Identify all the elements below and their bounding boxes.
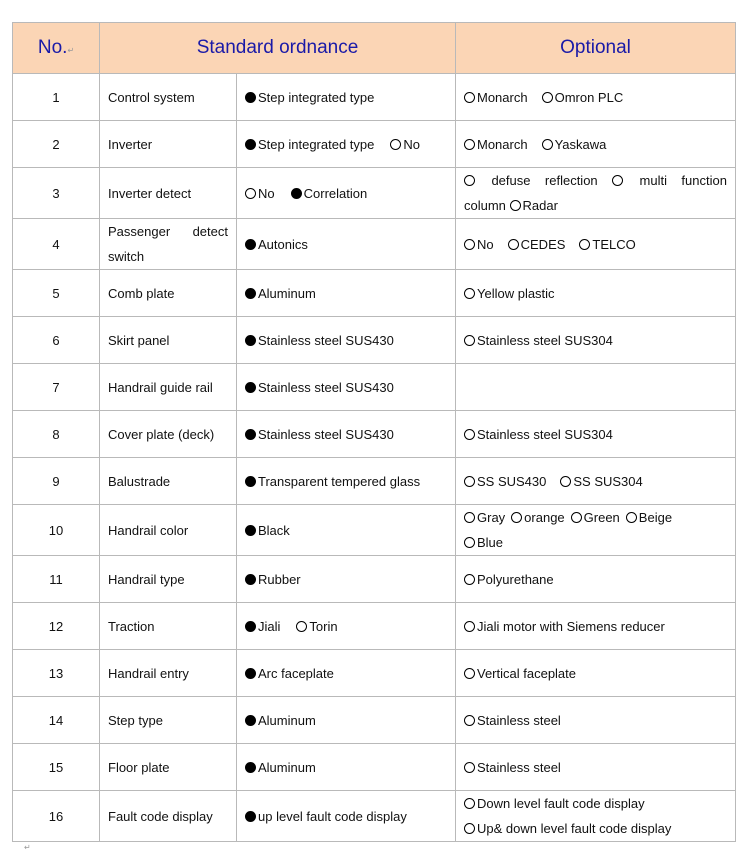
standard-option: [291, 186, 368, 201]
optional-option: [464, 505, 505, 530]
empty-circle-icon: [464, 92, 475, 103]
empty-circle-icon: [464, 621, 475, 632]
empty-circle-icon: [464, 537, 475, 548]
standard-option-label: up level fault code display: [258, 808, 407, 824]
standard-cell: [237, 556, 456, 603]
standard-option-label: No: [258, 185, 275, 201]
optional-cell: [456, 317, 736, 364]
optional-cell: [456, 556, 736, 603]
empty-circle-icon: [626, 512, 637, 523]
optional-option-label: Stainless steel: [477, 759, 561, 775]
standard-option-label: Stainless steel SUS430: [258, 379, 394, 395]
empty-circle-icon: [464, 574, 475, 585]
row-number: 6: [13, 317, 100, 364]
table-row: [13, 168, 736, 219]
standard-option: [245, 713, 316, 728]
optional-cell: [456, 270, 736, 317]
optional-option: [511, 505, 564, 530]
standard-option: [245, 474, 420, 489]
table-row: [13, 744, 736, 791]
table-row: [13, 505, 736, 556]
optional-option: [464, 791, 645, 816]
standard-option-label: Stainless steel SUS430: [258, 332, 394, 348]
optional-option: [464, 137, 528, 152]
filled-circle-icon: [245, 621, 256, 632]
row-number: 5: [13, 270, 100, 317]
table-row: [13, 364, 736, 411]
paragraph-mark-footer: ↵: [24, 843, 31, 852]
optional-text: column: [464, 198, 506, 213]
optional-option-label: No: [477, 236, 494, 252]
empty-circle-icon: [464, 335, 475, 346]
empty-circle-icon: [560, 476, 571, 487]
empty-circle-icon: [464, 288, 475, 299]
optional-option: [464, 530, 503, 555]
optional-cell: [456, 458, 736, 505]
optional-option: [464, 816, 671, 841]
row-number: 2: [13, 121, 100, 168]
standard-option: [245, 666, 334, 681]
optional-option: [542, 137, 607, 152]
optional-cell: [456, 697, 736, 744]
filled-circle-icon: [245, 239, 256, 250]
optional-line: [464, 168, 727, 193]
standard-cell: [237, 270, 456, 317]
optional-line: [464, 816, 727, 841]
standard-option-label: Step integrated type: [258, 89, 375, 105]
optional-cell: [456, 411, 736, 458]
standard-option: [245, 137, 374, 152]
item-name-part: switch: [108, 249, 145, 264]
standard-option-label: Aluminum: [258, 759, 316, 775]
item-name: Inverter: [100, 121, 237, 168]
standard-option-label: Step integrated type: [258, 136, 375, 152]
optional-option: [464, 760, 561, 775]
standard-cell: [237, 411, 456, 458]
item-name-part: detect: [192, 224, 228, 239]
standard-cell: [237, 458, 456, 505]
header-row: [13, 23, 736, 74]
empty-circle-icon: [542, 139, 553, 150]
standard-cell: [237, 317, 456, 364]
item-name: Balustrade: [100, 458, 237, 505]
empty-circle-icon: [390, 139, 401, 150]
item-name: Step type: [100, 697, 237, 744]
optional-line: [464, 530, 727, 555]
optional-cell: [456, 791, 736, 842]
optional-option: [626, 505, 672, 530]
standard-cell: [237, 603, 456, 650]
optional-option: [560, 474, 642, 489]
filled-circle-icon: [245, 574, 256, 585]
empty-circle-icon: [510, 200, 521, 211]
optional-line: [464, 791, 727, 816]
standard-option-label: Aluminum: [258, 285, 316, 301]
empty-circle-icon: [464, 239, 475, 250]
empty-circle-icon: [464, 512, 475, 523]
optional-option-label: Up& down level fault code display: [477, 821, 672, 836]
standard-option-label: Stainless steel SUS430: [258, 426, 394, 442]
empty-circle-icon: [464, 668, 475, 679]
table-row: [13, 458, 736, 505]
standard-option: [245, 333, 394, 348]
table-row: [13, 603, 736, 650]
empty-circle-icon: [464, 139, 475, 150]
row-number: 14: [13, 697, 100, 744]
row-number: 4: [13, 219, 100, 270]
spec-table: [12, 22, 736, 842]
empty-circle-icon: [511, 512, 522, 523]
filled-circle-icon: [245, 139, 256, 150]
table-row: [13, 74, 736, 121]
filled-circle-icon: [245, 92, 256, 103]
optional-cell: [456, 219, 736, 270]
standard-cell: [237, 219, 456, 270]
item-name: Traction: [100, 603, 237, 650]
optional-option: [510, 193, 558, 218]
item-name: Handrail type: [100, 556, 237, 603]
optional-option: [464, 474, 546, 489]
standard-option-label: Torin: [309, 618, 338, 634]
optional-option-label: Yellow plastic: [477, 285, 555, 301]
filled-circle-icon: [291, 188, 302, 199]
row-number: 8: [13, 411, 100, 458]
standard-option-label: Rubber: [258, 571, 301, 587]
item-name: Cover plate (deck): [100, 411, 237, 458]
optional-cell: [456, 168, 736, 219]
optional-option: [464, 90, 528, 105]
optional-option: [464, 237, 494, 252]
optional-option-label: Monarch: [477, 136, 528, 152]
standard-option: [390, 137, 420, 152]
item-name: [100, 219, 237, 270]
row-number: 11: [13, 556, 100, 603]
row-number: 9: [13, 458, 100, 505]
empty-circle-icon: [612, 175, 623, 186]
standard-option-label: Arc faceplate: [258, 665, 334, 681]
standard-cell: [237, 505, 456, 556]
optional-cell: [456, 744, 736, 791]
empty-circle-icon: [579, 239, 590, 250]
row-number: 12: [13, 603, 100, 650]
empty-circle-icon: [464, 823, 475, 834]
filled-circle-icon: [245, 668, 256, 679]
standard-option: [245, 90, 374, 105]
standard-cell: [237, 650, 456, 697]
optional-text: defuse reflection: [491, 173, 598, 188]
filled-circle-icon: [245, 811, 256, 822]
filled-circle-icon: [245, 476, 256, 487]
row-number: 7: [13, 364, 100, 411]
optional-option-label: Green: [583, 510, 620, 525]
standard-option-label: Black: [258, 522, 290, 538]
optional-line: [464, 193, 727, 218]
optional-option-label: Stainless steel SUS304: [477, 332, 613, 348]
empty-circle-icon: [571, 512, 582, 523]
item-name-part: Passenger: [108, 224, 171, 239]
optional-option-label: Down level fault code display: [477, 796, 645, 811]
row-number: 3: [13, 168, 100, 219]
standard-option: [245, 380, 394, 395]
standard-option-label: Correlation: [303, 185, 368, 201]
filled-circle-icon: [245, 288, 256, 299]
item-name: Handrail color: [100, 505, 237, 556]
standard-cell: [237, 74, 456, 121]
row-number: 1: [13, 74, 100, 121]
filled-circle-icon: [245, 335, 256, 346]
header-no: No.↵: [13, 23, 100, 74]
empty-circle-icon: [542, 92, 553, 103]
optional-cell: [456, 650, 736, 697]
optional-option: [464, 333, 613, 348]
table-row: [13, 650, 736, 697]
row-number: 13: [13, 650, 100, 697]
filled-circle-icon: [245, 525, 256, 536]
optional-option: [508, 237, 566, 252]
optional-option-label: Beige: [638, 510, 673, 525]
empty-circle-icon: [464, 476, 475, 487]
optional-option-label: Jiali motor with Siemens reducer: [477, 618, 665, 634]
table-row: [13, 219, 736, 270]
standard-option: [245, 523, 290, 538]
empty-circle-icon: [296, 621, 307, 632]
optional-option-label: Yaskawa: [554, 136, 607, 152]
optional-option-label: Radar: [522, 198, 558, 213]
item-name: Handrail entry: [100, 650, 237, 697]
standard-option: [245, 619, 280, 634]
table-row: [13, 317, 736, 364]
standard-option: [245, 760, 316, 775]
item-name: Handrail guide rail: [100, 364, 237, 411]
optional-option-label: Monarch: [477, 89, 528, 105]
optional-option: [464, 427, 613, 442]
standard-option-label: Transparent tempered glass: [258, 473, 421, 489]
standard-option: [245, 237, 308, 252]
row-number: 15: [13, 744, 100, 791]
optional-option: [542, 90, 624, 105]
optional-text: multi function: [639, 173, 727, 188]
standard-cell: [237, 364, 456, 411]
item-name: Inverter detect: [100, 168, 237, 219]
empty-circle-icon: [464, 798, 475, 809]
empty-circle-icon: [245, 188, 256, 199]
optional-option: [571, 505, 620, 530]
optional-cell: [456, 74, 736, 121]
standard-option-label: Autonics: [258, 236, 308, 252]
standard-cell: [237, 168, 456, 219]
header-optional: Optional: [456, 23, 736, 74]
standard-option: [245, 286, 316, 301]
optional-option-label: Stainless steel SUS304: [477, 426, 613, 442]
standard-option-label: Jiali: [258, 618, 281, 634]
table-row: [13, 270, 736, 317]
filled-circle-icon: [245, 429, 256, 440]
optional-option-label: Gray: [477, 510, 506, 525]
table-row: [13, 556, 736, 603]
filled-circle-icon: [245, 762, 256, 773]
empty-circle-icon: [464, 715, 475, 726]
table-row: [13, 791, 736, 842]
standard-option: [245, 572, 301, 587]
item-name: Comb plate: [100, 270, 237, 317]
item-name: Floor plate: [100, 744, 237, 791]
optional-cell: [456, 603, 736, 650]
optional-option: [464, 286, 555, 301]
standard-cell: [237, 121, 456, 168]
optional-option-label: orange: [524, 510, 565, 525]
empty-circle-icon: [464, 175, 475, 186]
optional-option-label: Polyurethane: [477, 571, 554, 587]
optional-option-label: SS SUS304: [573, 473, 643, 489]
header-standard: Standard ordnance: [100, 23, 456, 74]
standard-option-label: No: [403, 136, 420, 152]
optional-option: [464, 572, 554, 587]
filled-circle-icon: [245, 715, 256, 726]
standard-option-label: Aluminum: [258, 712, 316, 728]
table-row: [13, 411, 736, 458]
row-number: 16: [13, 791, 100, 842]
standard-option: [296, 619, 337, 634]
optional-option-label: CEDES: [520, 236, 566, 252]
optional-option: [464, 619, 665, 634]
standard-option: [245, 186, 275, 201]
standard-cell: [237, 791, 456, 842]
optional-option: [464, 666, 576, 681]
item-name-wrapped: [108, 219, 228, 269]
empty-circle-icon: [508, 239, 519, 250]
standard-option: [245, 809, 407, 824]
optional-cell: [456, 505, 736, 556]
filled-circle-icon: [245, 382, 256, 393]
optional-option-label: Omron PLC: [554, 89, 624, 105]
item-name: Skirt panel: [100, 317, 237, 364]
standard-option: [245, 427, 394, 442]
item-name: Fault code display: [100, 791, 237, 842]
optional-cell: [456, 364, 736, 411]
optional-option-label: Stainless steel: [477, 712, 561, 728]
empty-circle-icon: [464, 429, 475, 440]
optional-option: [464, 713, 561, 728]
optional-option-label: Vertical faceplate: [477, 665, 577, 681]
optional-option-label: TELCO: [592, 236, 636, 252]
optional-line: [464, 505, 727, 530]
standard-cell: [237, 697, 456, 744]
optional-option-label: SS SUS430: [477, 473, 547, 489]
empty-circle-icon: [464, 762, 475, 773]
item-name: Control system: [100, 74, 237, 121]
paragraph-mark: ↵: [67, 46, 75, 55]
optional-option: [579, 237, 635, 252]
standard-cell: [237, 744, 456, 791]
row-number: 10: [13, 505, 100, 556]
table-row: [13, 121, 736, 168]
optional-option-label: Blue: [477, 535, 504, 550]
optional-cell: [456, 121, 736, 168]
table-row: [13, 697, 736, 744]
